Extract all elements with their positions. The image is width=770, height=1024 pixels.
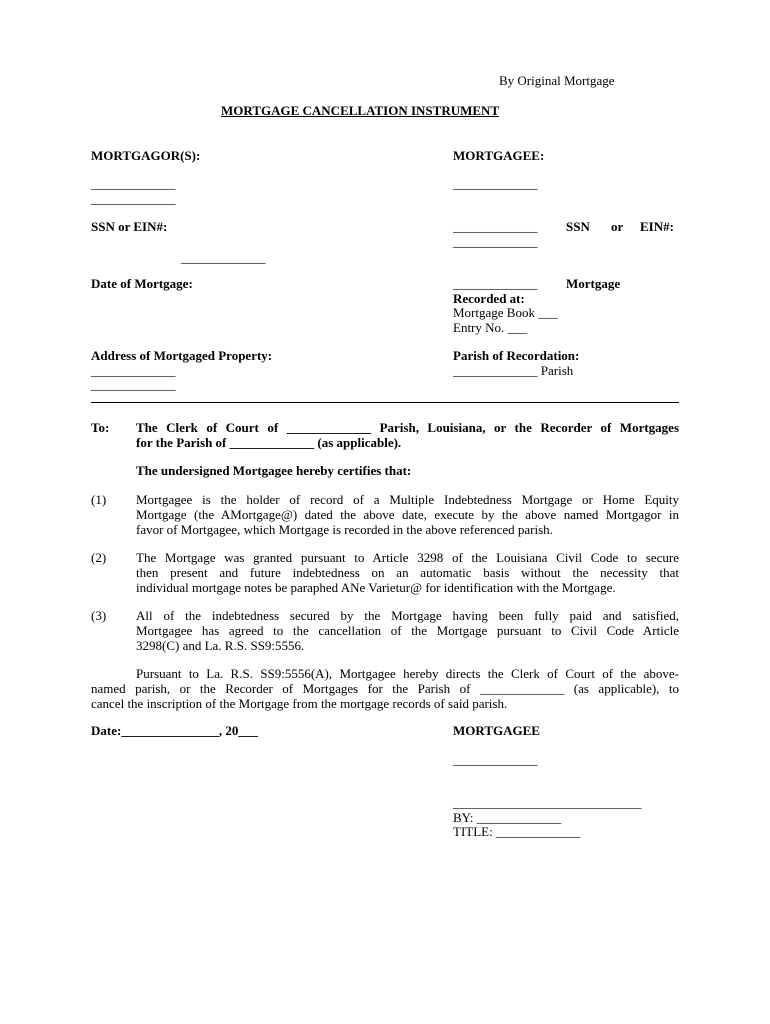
item-2-line-2: then present and future indebtedness on an automatic basis without the necessity that (136, 565, 679, 580)
item-3-line-1: All of the indebtedness secured by the Mortgage having been fully paid and satisfied, (136, 608, 679, 623)
item-1-line-3: favor of Mortgagee, which Mortgage is recorded in the above referenced parish. (136, 522, 553, 537)
mortgagee-or-label: or (611, 219, 624, 234)
address-blank-2[interactable]: _____________ (91, 377, 176, 392)
mortgagee-ssn-label: SSN (566, 219, 590, 234)
mortgagee-ein-label: EIN#: (640, 219, 674, 234)
recorded-mortgage-label: Mortgage (566, 276, 621, 291)
pursuant-line-3: cancel the inscription of the Mortgage from the mortgage records of said parish. (91, 696, 508, 711)
date-field[interactable]: Date:_______________, 20___ (91, 723, 258, 738)
item-1-number: (1) (91, 492, 107, 507)
by-original-mortgage: By Original Mortgage (499, 73, 615, 88)
date-of-mortgage-label: Date of Mortgage: (91, 276, 193, 291)
mortgagor-ssn-blank[interactable]: _____________ (181, 250, 266, 265)
item-3-number: (3) (91, 608, 107, 623)
mortgagee-label: MORTGAGEE: (453, 148, 545, 163)
to-line-2: for the Parish of _____________ (as applicable). (136, 435, 402, 450)
parish-of-recordation-label: Parish of Recordation: (453, 348, 580, 363)
divider-line (91, 402, 679, 403)
certifies-heading: The undersigned Mortgagee hereby certifies that: (136, 463, 412, 478)
item-2-line-1: The Mortgage was granted pursuant to Article 3298 of the Louisiana Civil Code to secure (136, 550, 679, 565)
entry-no-field[interactable]: Entry No. ___ (453, 320, 528, 335)
item-1-text (136, 492, 679, 537)
item-3-text (136, 608, 679, 653)
item-2-line-3: individual mortgage notes be paraphed ANe Varietur@ for identification with the Mortgage. (136, 580, 616, 595)
signature-line[interactable]: _____________________________ (453, 795, 642, 810)
address-label: Address of Mortgaged Property: (91, 348, 273, 363)
title-field[interactable]: TITLE: _____________ (453, 824, 581, 839)
item-3-line-3: 3298(C) and La. R.S. SS9:5556. (136, 638, 305, 653)
address-blank-1[interactable]: _____________ (91, 363, 176, 378)
to-line-1: The Clerk of Court of _____________ Parish, Louisiana, or the Recorder of Mortgages (136, 420, 679, 435)
recorded-blank[interactable]: _____________ (453, 276, 538, 291)
to-address-block (136, 420, 679, 450)
item-2-text (136, 550, 679, 595)
mortgagor-blank-2[interactable]: _____________ (91, 191, 176, 206)
pursuant-line-2: named parish, or the Recorder of Mortgages for the Parish of _____________ (as applicable), to (91, 681, 679, 696)
by-field[interactable]: BY: _____________ (453, 810, 562, 825)
to-label: To: (91, 420, 110, 435)
mortgagee-blank[interactable]: _____________ (453, 176, 538, 191)
parish-blank[interactable]: _____________ Parish (453, 363, 574, 378)
mortgagee-ssn-blank[interactable]: _____________ (453, 219, 538, 234)
item-1-line-1: Mortgagee is the holder of record of a Multiple Indebtedness Mortgage or Home Equity (136, 492, 679, 507)
ssn-ein-label: SSN or EIN#: (91, 219, 168, 234)
mortgagee-ssn-blank-2[interactable]: _____________ (453, 234, 538, 249)
mortgagee-name-blank[interactable]: _____________ (453, 752, 538, 767)
item-2-number: (2) (91, 550, 107, 565)
item-3-line-2: Mortgagee has agreed to the cancellation of the Mortgage pursuant to Civil Code Article (136, 623, 679, 638)
mortgage-book-field[interactable]: Mortgage Book ___ (453, 305, 558, 320)
pursuant-paragraph (91, 666, 679, 711)
mortgagor-blank-1[interactable]: _____________ (91, 176, 176, 191)
mortgagee-signature-label: MORTGAGEE (453, 723, 540, 738)
item-1-line-2: Mortgage (the AMortgage@) dated the above date, execute by the above named Mortgagor in (136, 507, 679, 522)
pursuant-line-1: Pursuant to La. R.S. SS9:5556(A), Mortgagee hereby directs the Clerk of Court of the above- (136, 666, 679, 681)
mortgagor-label: MORTGAGOR(S): (91, 148, 201, 163)
recorded-at-label: Recorded at: (453, 291, 525, 306)
document-title: MORTGAGE CANCELLATION INSTRUMENT (221, 103, 500, 118)
